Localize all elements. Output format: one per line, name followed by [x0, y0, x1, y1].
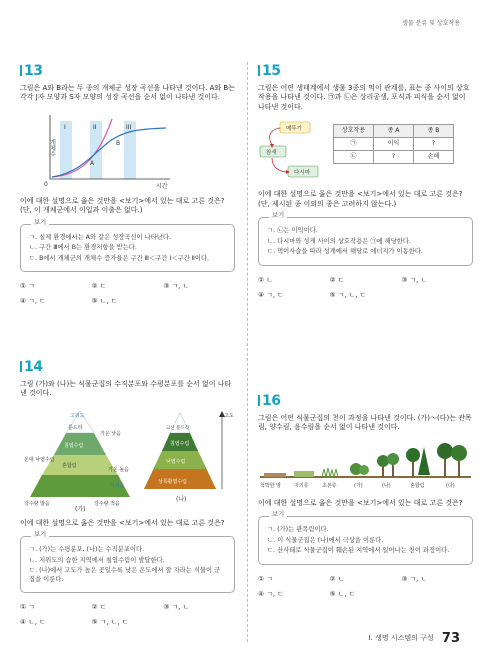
- table-cell: 손해: [414, 151, 454, 164]
- table-cell: ㉡: [334, 151, 374, 164]
- table-cell: ?: [414, 138, 454, 151]
- bogi-box: [20, 531, 235, 593]
- choice-4[interactable]: ④ ㄱ, ㄷ: [20, 297, 46, 306]
- growth-curve-figure: [20, 109, 235, 191]
- table-header: 상호작용: [334, 125, 374, 138]
- choice-2[interactable]: ② ㄷ: [91, 603, 107, 612]
- food-web-diagram: [258, 118, 332, 184]
- bogi-box: [20, 218, 235, 273]
- question-number: 14: [20, 358, 235, 377]
- bogi-item: ㄴ. 다시마와 성게 사이의 상호작용은 ㉠에 해당한다.: [267, 237, 411, 245]
- label-high-temp: 기온 높음: [108, 466, 129, 473]
- label-alpine: 고산 툰드라: [166, 425, 190, 431]
- stage-bare: 척박한 땅: [260, 482, 281, 489]
- question-stem: 그림은 어떤 생태계에서 생물 3종의 먹이 관계를, 표는 종 사이의 상호작용을 나타낸 것이다. ㉠과 ㉡은 상리공생, 포식과 피식을 순서 없이 나타낸 것이다.: [258, 83, 470, 111]
- growth-curve-graph: [20, 109, 180, 191]
- question-14: [20, 358, 235, 628]
- label-low-latitude: 저위도: [110, 482, 125, 489]
- succession-illustration: [258, 439, 473, 493]
- caption-ga: (가): [75, 505, 86, 513]
- label-conifer-2: 침엽수림: [170, 440, 190, 447]
- bogi-item: ㄷ. 산사태로 식물군집이 훼손된 지역에서 일어나는 천이 과정이다.: [267, 547, 450, 555]
- answer-choices: [258, 575, 473, 599]
- choice-3[interactable]: ③ ㄱ, ㄴ: [401, 275, 428, 284]
- question-prompt: 이에 대한 설명으로 옳은 것만을 <보기>에서 있는 대로 고른 것은?: [20, 518, 225, 527]
- label-rain-low: 강수량 적음: [94, 500, 120, 507]
- bogi-item: ㄷ. (나)에서 고도가 높은 곳일수록 낮은 온도에서 잘 자라는 식물이 군집을 이룬다.: [29, 567, 221, 583]
- page-number: 73: [441, 631, 460, 647]
- label-tundra: 툰드라: [68, 424, 83, 431]
- stage-mixed: 혼합림: [410, 482, 425, 489]
- bogi-item: ㄱ. (가)는 수평분포, (나)는 수직분포이다.: [29, 546, 145, 554]
- bogi-tag: 보기: [31, 219, 49, 228]
- choice-1[interactable]: ① ㄱ: [20, 603, 35, 612]
- page-footer: [369, 630, 460, 648]
- question-prompt: 이에 대한 설명으로 옳은 것만을 <보기>에서 있는 대로 고른 것은? (단, 이 개체군에서 이입과 이출은 없다.): [20, 196, 225, 215]
- choice-5[interactable]: ⑤ ㄴ, ㄷ: [329, 589, 356, 598]
- question-stem: 그림 (가)와 (나)는 식물군집의 수직분포와 수평분포를 순서 없이 나타낸 것이다.: [20, 379, 232, 398]
- choice-2[interactable]: ② ㄷ: [91, 282, 107, 291]
- choice-2[interactable]: ② ㄴ: [329, 574, 345, 583]
- label-low-temp: 기온 낮음: [100, 430, 121, 437]
- label-mixed: 혼합림: [62, 462, 77, 469]
- choice-4[interactable]: ④ ㄱ, ㄷ: [258, 290, 284, 299]
- question-number: 13: [20, 62, 235, 81]
- plant-distribution-figure: [20, 405, 235, 513]
- y-axis-label: 개체수: [48, 138, 56, 157]
- label-conifer: 침엽수림: [64, 442, 84, 449]
- node-kelp: 다시마: [294, 170, 310, 177]
- question-prompt: 이에 대한 설명으로 옳은 것만을 <보기>에서 있는 대로 고른 것은? (단, 제시된 종 이외의 종은 고려하지 않는다.): [258, 190, 463, 208]
- column-divider: [247, 62, 248, 642]
- table-header: 종 A: [374, 125, 414, 138]
- curve-label-b: B: [116, 139, 121, 147]
- stage-grass: 초본류: [322, 482, 337, 489]
- question-number: 16: [258, 392, 473, 411]
- caption-na: (나): [176, 495, 187, 503]
- distribution-illustration: [20, 405, 235, 513]
- label-evergreen: 상록활엽수림: [158, 478, 187, 485]
- curve-label-a: A: [90, 159, 95, 167]
- stage-lichen: 지의류: [294, 482, 309, 489]
- label-rain-high: 강수량 많음: [24, 500, 50, 507]
- stage-da: (다): [446, 482, 455, 489]
- question-stem: 그림은 어떤 식물군집의 천이 과정을 나타낸 것이다. (가)～(다)는 관목림, 양수림, 음수림을 순서 없이 나타낸 것이다.: [258, 413, 472, 432]
- table-cell: ㉠: [334, 138, 374, 151]
- question-prompt: 이에 대한 설명으로 옳은 것만을 <보기>에서 있는 대로 고른 것은?: [258, 498, 463, 507]
- question-number: 15: [258, 62, 473, 81]
- origin-label: 0: [44, 180, 48, 188]
- bogi-item: ㄴ. 저위도의 습한 지역에서 침엽수림이 발달한다.: [29, 556, 165, 564]
- table-row: [334, 151, 454, 164]
- choice-1[interactable]: ① ㄱ: [20, 282, 35, 291]
- interaction-table: [333, 124, 454, 164]
- interaction-figure: [258, 118, 473, 184]
- label-deciduous: 낙엽수림: [166, 458, 186, 465]
- choice-1[interactable]: ① ㄴ: [258, 275, 273, 284]
- label-temperate: 온대 낙엽수림: [24, 456, 55, 463]
- bogi-box: [258, 511, 473, 565]
- section-label-3: III: [126, 123, 132, 131]
- question-16: [258, 392, 473, 599]
- footer-section: Ⅰ. 생명 시스템의 구성: [368, 634, 434, 643]
- node-locust: 메뚜기: [286, 126, 302, 133]
- stage-ga: (가): [354, 482, 363, 489]
- bogi-item: ㄱ. (가)는 관목림이다.: [267, 526, 329, 534]
- label-high-latitude: 고위도: [70, 412, 85, 419]
- choice-5[interactable]: ⑤ ㄱ, ㄴ, ㄷ: [329, 290, 367, 299]
- bogi-item: ㄷ. 먹이사슬을 따라 성게에서 해당로 에너지가 이동한다.: [267, 248, 423, 256]
- choice-5[interactable]: ⑤ ㄱ, ㄴ, ㄷ: [91, 618, 129, 627]
- label-altitude: 고도: [224, 412, 234, 419]
- bogi-tag: 보기: [269, 511, 287, 520]
- bogi-tag: 보기: [269, 212, 287, 221]
- page-header: 생물 분류 및 상호작용: [402, 20, 460, 27]
- choice-4[interactable]: ④ ㄱ, ㄷ: [258, 589, 284, 598]
- table-row: [334, 138, 454, 151]
- choice-2[interactable]: ② ㄷ: [329, 275, 345, 284]
- table-header: 종 B: [414, 125, 454, 138]
- succession-figure: [258, 439, 473, 493]
- stage-na: (나): [382, 482, 391, 489]
- choice-3[interactable]: ③ ㄱ, ㄴ: [401, 574, 428, 583]
- choice-3[interactable]: ③ ㄱ, ㄴ: [163, 603, 190, 612]
- bogi-item: ㄴ. 이 식물군집은 (나)에서 극상을 이룬다.: [267, 536, 384, 544]
- choice-5[interactable]: ⑤ ㄴ, ㄷ: [91, 297, 118, 306]
- section-label-1: I: [64, 123, 66, 131]
- answer-choices: [20, 603, 235, 627]
- bogi-item: ㄱ. ㉡는 이익이다.: [267, 227, 318, 235]
- x-axis-label: 시간: [156, 182, 168, 190]
- section-label-2: II: [93, 123, 97, 131]
- bogi-item: ㄱ. 실제 환경에서는 A와 같은 성장곡선이 나타난다.: [29, 233, 171, 241]
- node-sparrow: 참새: [266, 150, 277, 157]
- question-stem: 그림은 A와 B라는 두 종의 개체군 성장 곡선을 나타낸 것이다. A와 B는 각각 J자 모양과 S자 모양의 성장 곡선을 순서 없이 나타낸 것이다.: [20, 83, 235, 102]
- choice-3[interactable]: ③ ㄱ, ㄴ: [163, 282, 190, 291]
- bogi-tag: 보기: [31, 531, 49, 540]
- question-13: [20, 62, 235, 306]
- choice-1[interactable]: ① ㄱ: [258, 574, 273, 583]
- bogi-box: [258, 212, 473, 266]
- bogi-item: ㄴ. 구간 Ⅲ에서 B는 환경저항을 받는다.: [29, 244, 137, 252]
- table-cell: ?: [374, 151, 414, 164]
- bogi-item: ㄷ. B에서 개체군의 개체수 증가율은 구간 Ⅲ＜구간 Ⅰ＜구간 Ⅱ이다.: [29, 254, 210, 262]
- answer-choices: [258, 276, 473, 300]
- choice-4[interactable]: ④ ㄴ, ㄷ: [20, 618, 46, 627]
- answer-choices: [20, 282, 235, 306]
- table-cell: 이익: [374, 138, 414, 151]
- question-15: [258, 62, 473, 300]
